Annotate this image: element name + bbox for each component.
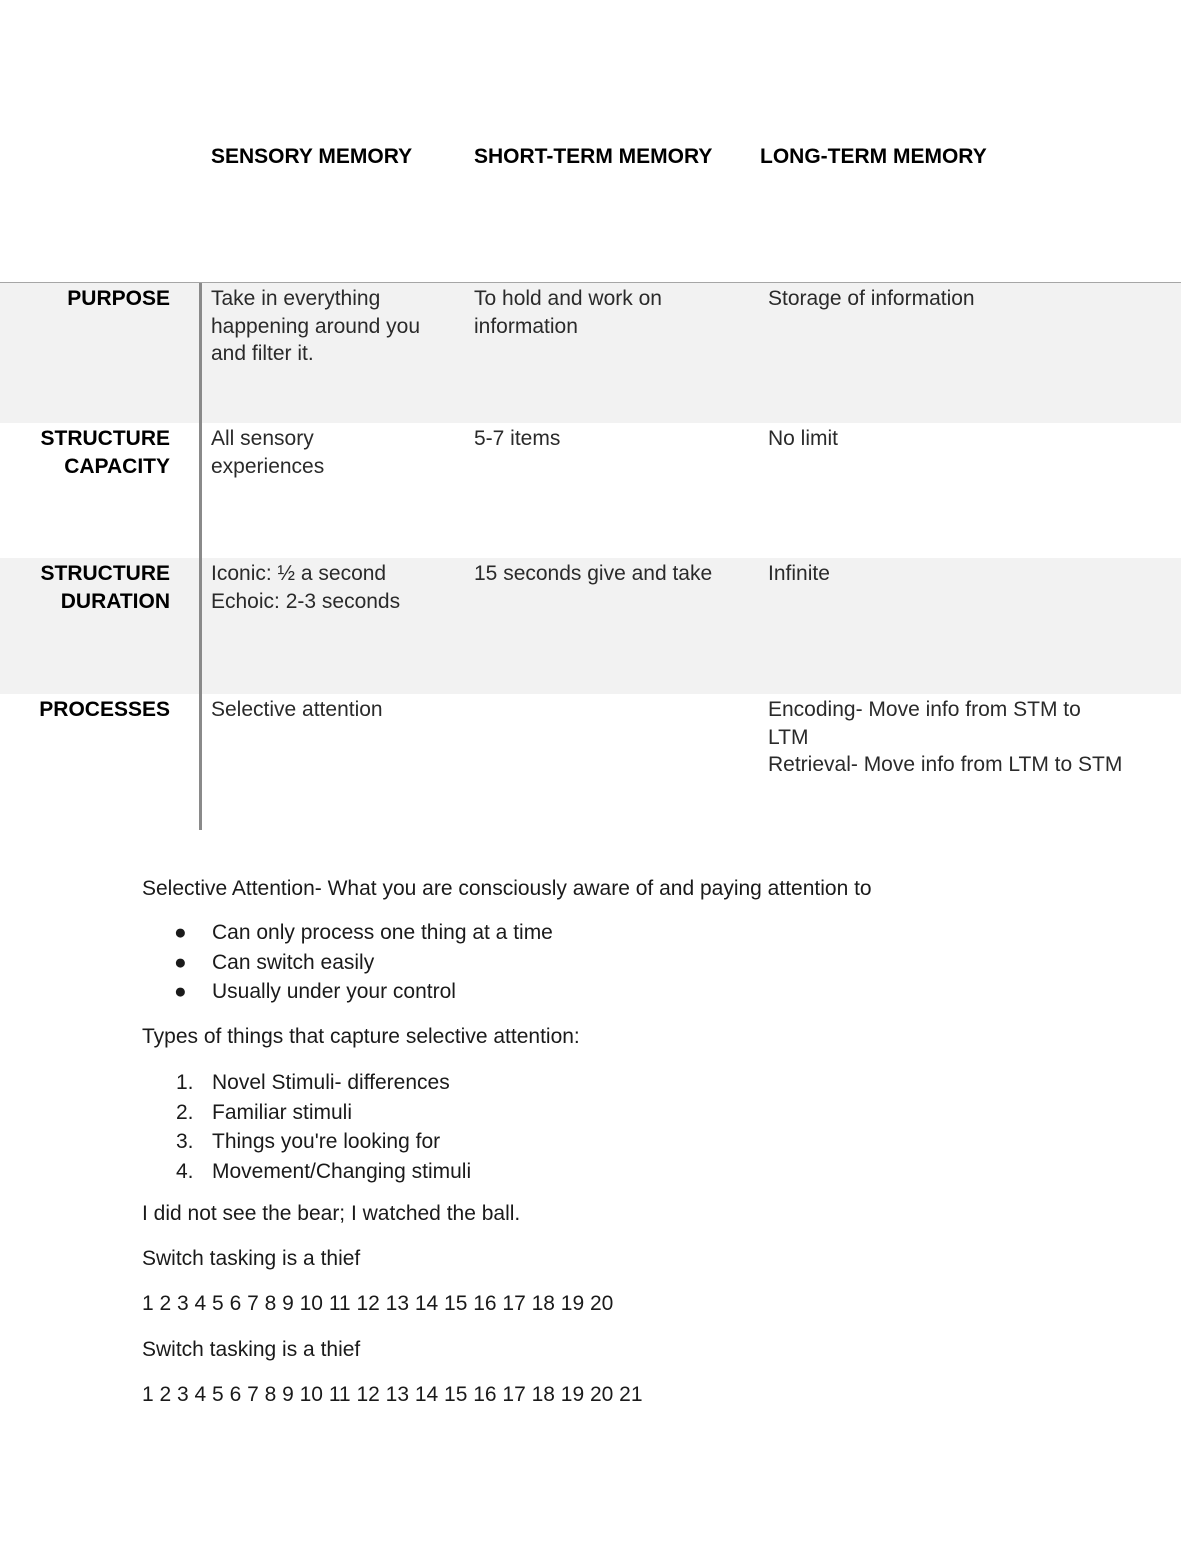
switch-tasking-line-1: Switch tasking is a thief [142, 1247, 361, 1270]
table-row-purpose [0, 283, 1181, 423]
table-top-rule [0, 282, 1181, 283]
cell-sensory: Selective attention [211, 698, 383, 721]
bullet-icon: ● [174, 950, 187, 974]
cell-sensory: Take in everything happening around you and filter it. [211, 287, 421, 365]
list-item: ● Can switch easily [142, 948, 553, 978]
cell-short-term: 15 seconds give and take [474, 562, 713, 585]
table-row-capacity [0, 423, 1181, 558]
cell-long-term: Encoding- Move info from STM to LTM Retrieval- Move info from LTM to STM [768, 698, 1123, 776]
header-sensory-memory: SENSORY MEMORY [211, 145, 413, 168]
numbers-line-2: 1 2 3 4 5 6 7 8 9 10 11 12 13 14 15 16 17 18 19 20 21 [142, 1383, 643, 1406]
cell-long-term: Infinite [768, 562, 830, 585]
cell-long-term: Storage of information [768, 287, 975, 310]
cell-sensory: All sensory experiences [211, 427, 325, 478]
list-item: ● Usually under your control [142, 977, 553, 1007]
cell-short-term: 5-7 items [474, 427, 561, 450]
table-label-divider [199, 283, 202, 830]
list-item: 4. Movement/Changing stimuli [176, 1159, 472, 1183]
numbers-line-1: 1 2 3 4 5 6 7 8 9 10 11 12 13 14 15 16 17 18 19 20 [142, 1292, 614, 1315]
row-label: STRUCTURE DURATION [40, 562, 170, 613]
list-item: ● Can only process one thing at a time [142, 918, 553, 948]
types-heading: Types of things that capture selective attention: [142, 1025, 580, 1048]
row-label: STRUCTURE CAPACITY [40, 427, 170, 478]
header-short-term-memory: SHORT-TERM MEMORY [474, 145, 713, 168]
cell-short-term: To hold and work on information [474, 287, 662, 338]
list-item: 1. Novel Stimuli- differences [176, 1071, 450, 1094]
header-long-term-memory: LONG-TERM MEMORY [760, 145, 987, 168]
list-item: 2. Familiar stimuli [176, 1100, 353, 1124]
bear-line: I did not see the bear; I watched the ball. [142, 1202, 521, 1225]
cell-long-term: No limit [768, 427, 839, 450]
table-row-processes [0, 694, 1181, 830]
row-label: PURPOSE [67, 287, 170, 310]
table-row-duration [0, 558, 1181, 694]
numbered-list [142, 1068, 471, 1186]
bullet-list [142, 918, 553, 1007]
cell-sensory: Iconic: ½ a second Echoic: 2-3 seconds [211, 562, 401, 613]
bullet-icon: ● [174, 980, 187, 1003]
selective-attention-definition: Selective Attention- What you are consciously aware of and paying attention to [142, 877, 872, 900]
row-label: PROCESSES [39, 698, 170, 721]
list-item: 3. Things you're looking for [176, 1130, 441, 1153]
bullet-icon: ● [174, 921, 187, 944]
switch-tasking-line-2: Switch tasking is a thief [142, 1338, 361, 1361]
